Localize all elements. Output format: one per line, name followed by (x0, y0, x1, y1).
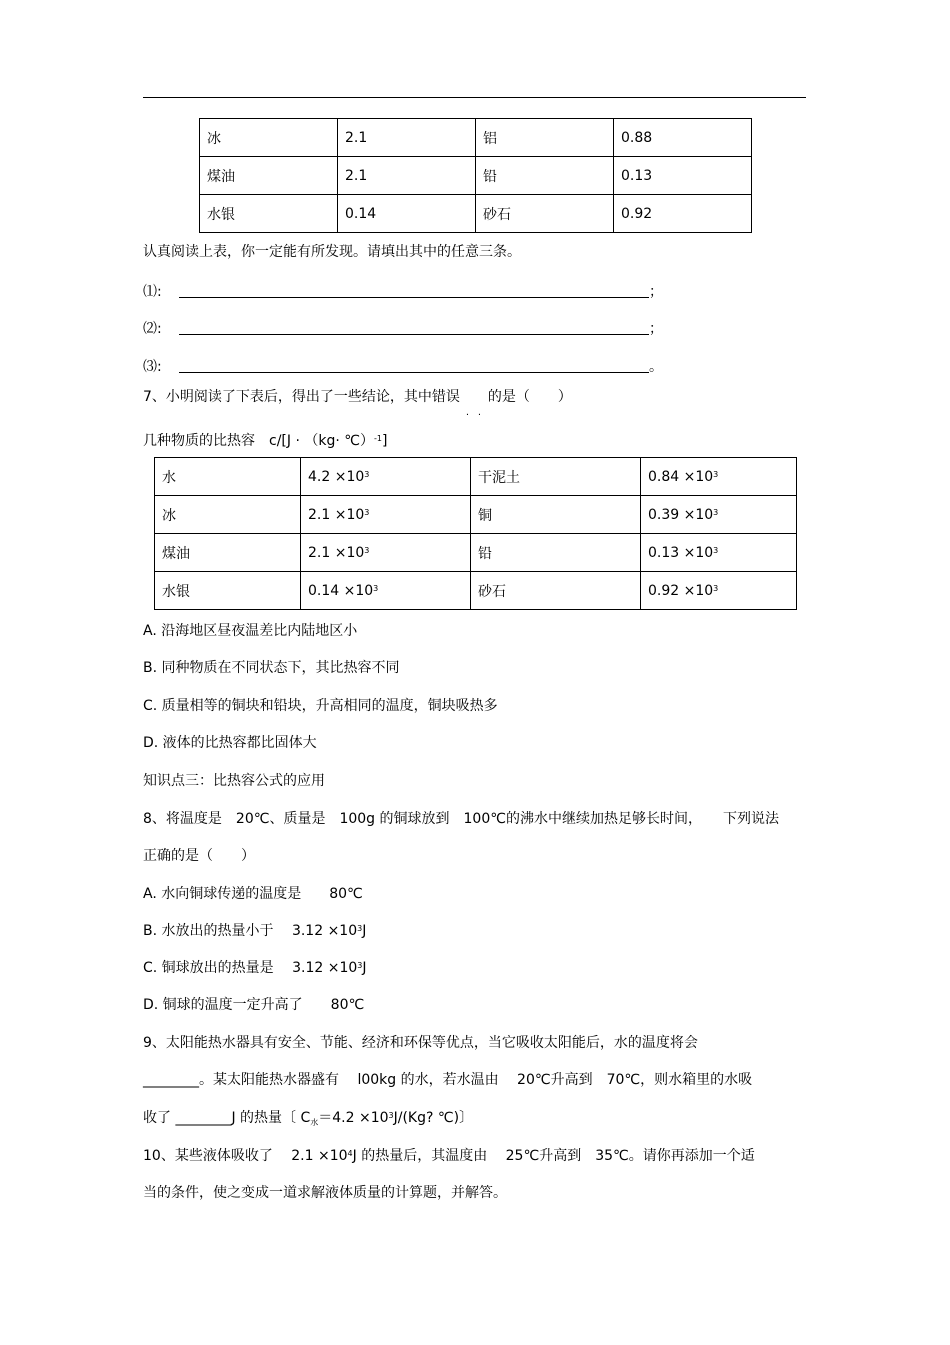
q6-end-3: 。 (649, 359, 663, 375)
q7-table-title (143, 430, 387, 450)
q6-answer-1 (143, 281, 663, 301)
cell-exponent: 3 (373, 583, 379, 593)
cell-value: 冰 (162, 507, 176, 524)
q10-line-1-pre: 10、某些液体吸收了 2.1 ×10 (143, 1148, 348, 1164)
table-cell (471, 458, 641, 496)
table-row (200, 119, 752, 157)
table-cell: 2.1 (338, 119, 476, 157)
q6-prompt: 认真阅读上表，你一定能有所发现。请填出其中的任意三条。 (143, 244, 521, 260)
cell-value: 水 (162, 469, 176, 486)
q9-line-3-pre: 收了 ________J 的热量〔 C (143, 1110, 311, 1126)
table-cell (641, 496, 797, 534)
cell-value: 2.1 ×10 (308, 544, 365, 561)
cell-value: 砂石 (478, 583, 506, 600)
table-cell (471, 572, 641, 610)
table-cell (155, 572, 301, 610)
cell-value: 煤油 (162, 545, 190, 562)
q6-end-2: ； (649, 321, 663, 337)
table-cell (641, 534, 797, 572)
q9-line-2: ________。某太阳能热水器盛有 l00kg 的水，若水温由 20℃升高到 70℃，则水箱里的水吸 (143, 1072, 753, 1088)
q8-option-b (143, 920, 366, 940)
q7-stem-b: 的是（ ） (487, 389, 572, 405)
q6-answer-2 (143, 318, 663, 338)
q7-stem: 7、小明阅读了下表后，得出了一些结论，其中错误 . . 的是（ ） (143, 389, 572, 418)
table-cell (155, 496, 301, 534)
q6-answer-3 (143, 356, 663, 376)
q8-option-c-sup: 3 (357, 961, 363, 970)
q9-subscript-water: 水 (310, 1118, 319, 1127)
cell-value: 0.84 ×10 (648, 468, 714, 485)
table-row (155, 496, 797, 534)
table-cell (301, 572, 471, 610)
q6-end-1: ； (649, 284, 663, 300)
q7-table-title-text: 几种物质的比热容 c/[J · （kg· ℃） (143, 433, 374, 449)
cell-value: 0.13 ×10 (648, 544, 714, 561)
cell-exponent: 3 (713, 507, 719, 517)
q8-option-d: D. 铜球的温度一定升高了 80℃ (143, 997, 365, 1013)
q6-blank-1[interactable] (179, 283, 649, 298)
table-cell: 砂石 (476, 195, 614, 233)
table-cell (471, 496, 641, 534)
q8-option-b-unit: J (362, 923, 367, 939)
table-row (155, 572, 797, 610)
table-cell: 铅 (476, 157, 614, 195)
cell-exponent: 3 (364, 545, 370, 555)
q8-option-a: A. 水向铜球传递的温度是 80℃ (143, 886, 363, 902)
table-cell: 水银 (200, 195, 338, 233)
q9-line-3-mid: ＝4.2 ×10 (318, 1110, 389, 1126)
table-cell: 煤油 (200, 157, 338, 195)
table-row (200, 157, 752, 195)
table-row (155, 534, 797, 572)
q7-option-d: D. 液体的比热容都比固体大 (143, 735, 317, 751)
q7-option-b: B. 同种物质在不同状态下，其比热容不同 (143, 660, 400, 676)
q7-table-title-sup: -1 (373, 434, 382, 443)
q10-line-1 (143, 1145, 755, 1165)
cell-value: 铜 (478, 507, 492, 524)
q8-option-c (143, 957, 367, 977)
cell-value: 干泥土 (478, 469, 520, 486)
table-cell: 0.88 (614, 119, 752, 157)
q7-option-a: A. 沿海地区昼夜温差比内陆地区小 (143, 623, 358, 639)
cell-value: 0.39 ×10 (648, 506, 714, 523)
cell-value: 2.1 ×10 (308, 506, 365, 523)
specific-heat-table-2 (154, 457, 797, 610)
table-cell: 冰 (200, 119, 338, 157)
table-cell (301, 534, 471, 572)
table-cell: 2.1 (338, 157, 476, 195)
table-row (155, 458, 797, 496)
table-cell: 0.14 (338, 195, 476, 233)
table-cell (301, 496, 471, 534)
q6-blank-2[interactable] (179, 320, 649, 335)
cell-exponent: 3 (364, 507, 370, 517)
table-cell (641, 458, 797, 496)
q10-line-2: 当的条件，使之变成一道求解液体质量的计算题，并解答。 (143, 1185, 507, 1201)
q7-option-c: C. 质量相等的铜块和铅块，升高相同的温度，铜块吸热多 (143, 698, 498, 714)
table-cell (155, 534, 301, 572)
table-cell (471, 534, 641, 572)
q8-line-2: 正确的是（ ） (143, 848, 255, 864)
cell-exponent: 3 (713, 469, 719, 479)
q9-line-1: 9、太阳能热水器具有安全、节能、经济和环保等优点，当它吸收太阳能后，水的温度将会 (143, 1035, 698, 1051)
cell-value: 0.92 ×10 (648, 582, 714, 599)
cell-value: 水银 (162, 583, 190, 600)
cell-value: 0.14 ×10 (308, 582, 374, 599)
table-cell: 铝 (476, 119, 614, 157)
cell-exponent: 3 (713, 545, 719, 555)
cell-value: 4.2 ×10 (308, 468, 365, 485)
q10-line-1-sup: 4 (347, 1149, 353, 1158)
q7-stem-a: 7、小明阅读了下表后，得出了一些结论，其中错误 (143, 389, 460, 405)
cell-value: 铅 (478, 545, 492, 562)
q6-label-3: ⑶: (143, 359, 162, 375)
cell-exponent: 3 (364, 469, 370, 479)
q9-line-3 (143, 1107, 473, 1127)
cell-exponent: 3 (713, 583, 719, 593)
q9-line-3-sup: 3 (388, 1111, 394, 1120)
q8-option-b-sup: 3 (357, 924, 363, 933)
table-cell: 0.92 (614, 195, 752, 233)
q10-line-1-post: J 的热量后，其温度由 25℃升高到 35℃。请你再添加一个适 (352, 1148, 755, 1164)
table-cell (641, 572, 797, 610)
q8-option-c-unit: J (362, 960, 367, 976)
section-heading: 知识点三：比热容公式的应用 (143, 773, 325, 789)
q8-line-1: 8、将温度是 20℃、质量是 100g 的铜球放到 100℃的沸水中继续加热足够长时间， 下列说法 (143, 811, 779, 827)
q6-label-1: ⑴: (143, 284, 162, 300)
q8-option-b-text: B. 水放出的热量小于 3.12 ×10 (143, 923, 358, 939)
table-row (200, 195, 752, 233)
q8-option-c-text: C. 铜球放出的热量是 3.12 ×10 (143, 960, 358, 976)
table-cell (301, 458, 471, 496)
q9-line-3-post: J/(Kg? ℃)〕 (393, 1110, 474, 1126)
table-cell: 0.13 (614, 157, 752, 195)
q6-label-2: ⑵: (143, 321, 162, 337)
q6-blank-3[interactable] (179, 358, 649, 373)
table-cell (155, 458, 301, 496)
specific-heat-table-1 (199, 118, 752, 233)
header-rule (143, 97, 806, 98)
q7-table-title-end: ] (381, 433, 388, 449)
